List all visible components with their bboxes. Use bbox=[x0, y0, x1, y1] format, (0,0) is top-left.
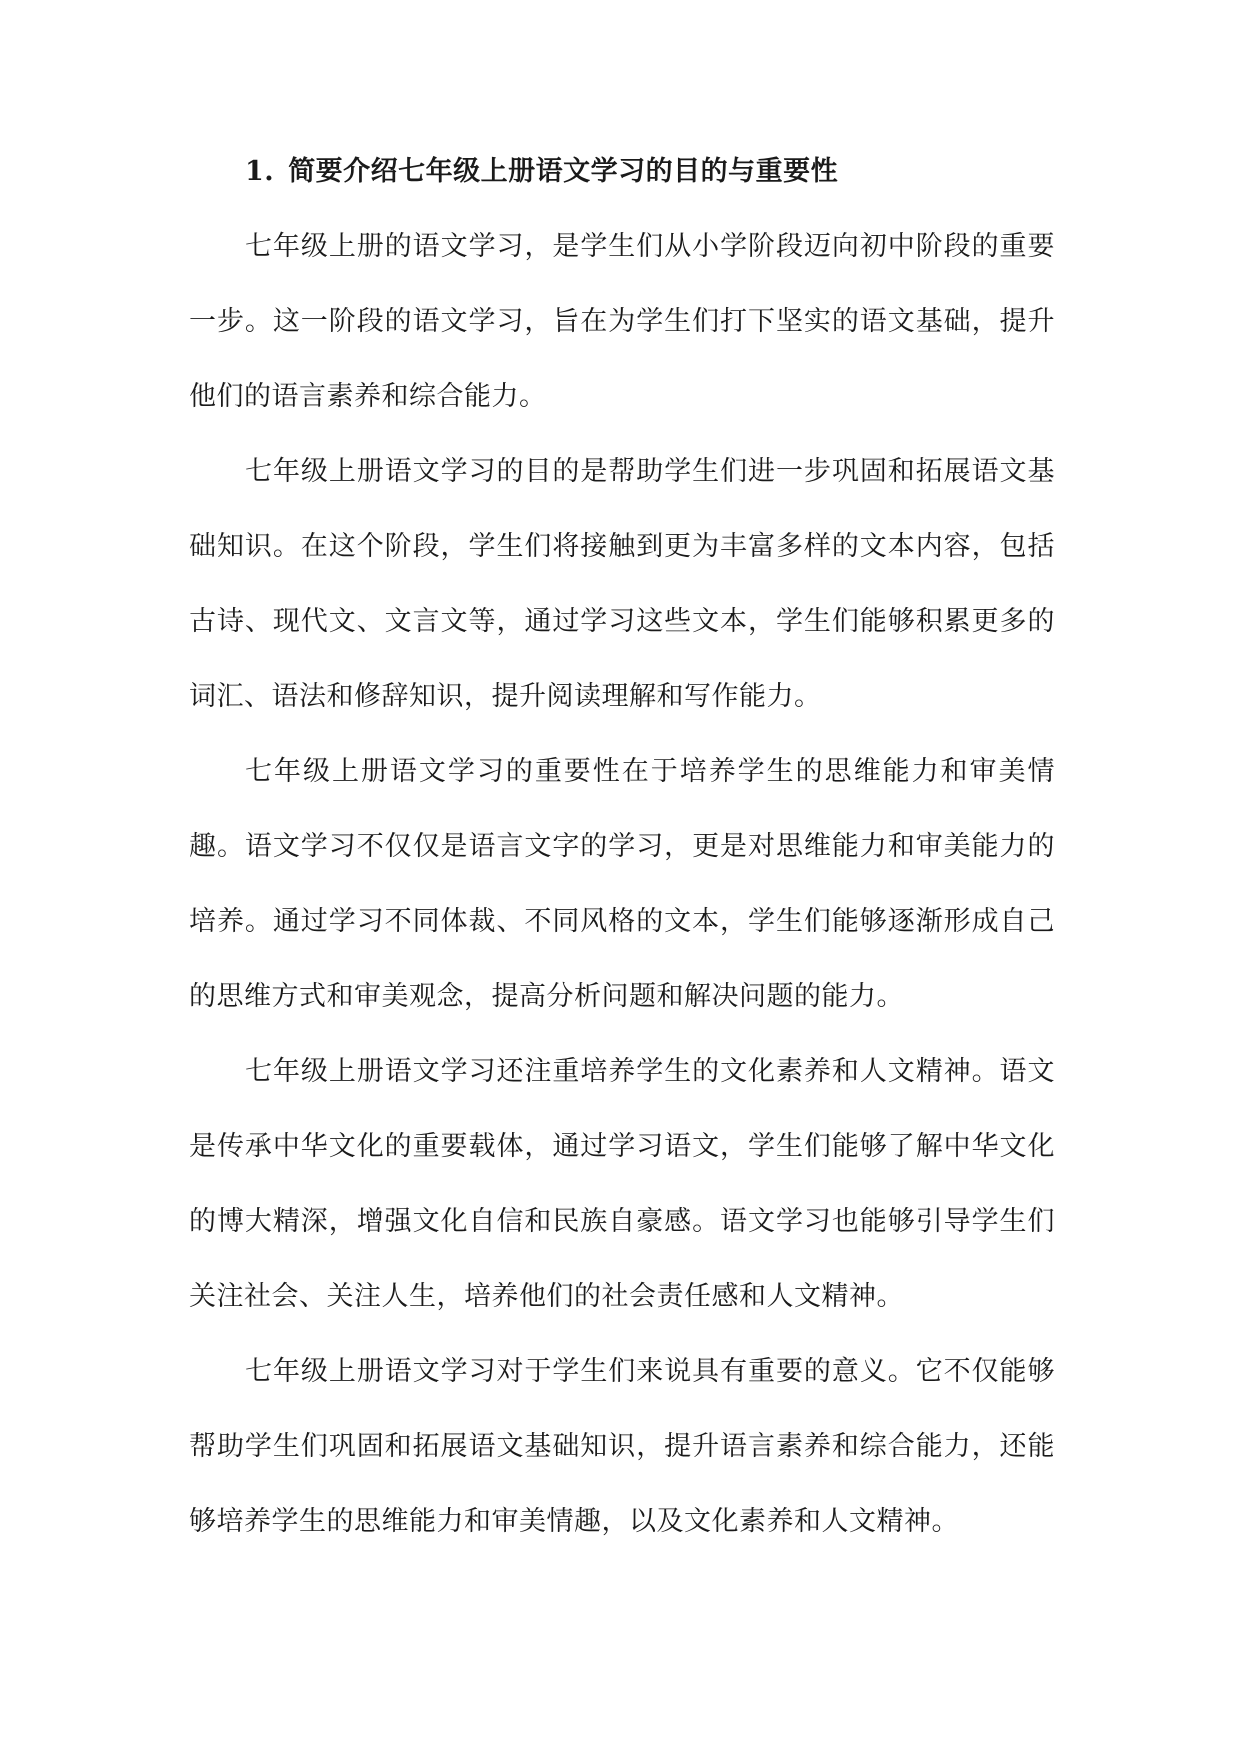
section-number: 1. bbox=[245, 156, 275, 187]
paragraph-intro: 七年级上册的语文学习，是学生们从小学阶段迈向初中阶段的重要一步。这一阶段的语文学习，旨在为学生们打下坚实的语文基础，提升他们的语言素养和综合能力。 bbox=[189, 231, 1055, 412]
paragraph-purpose: 七年级上册语文学习的目的是帮助学生们进一步巩固和拓展语文基础知识。在这个阶段，学生们将接触到更为丰富多样的文本内容，包括古诗、现代文、文言文等，通过学习这些文本，学生们能够积累更多的词汇、语法和修辞知识，提升阅读理解和写作能力。 bbox=[189, 456, 1055, 712]
document-body bbox=[189, 134, 1055, 1559]
paragraph-summary: 七年级上册语文学习对于学生们来说具有重要的意义。它不仅能够帮助学生们巩固和拓展语文基础知识，提升语言素养和综合能力，还能够培养学生的思维能力和审美情趣，以及文化素养和人文精神。 bbox=[189, 1356, 1055, 1537]
section-heading bbox=[245, 134, 1055, 209]
paragraph-importance: 七年级上册语文学习的重要性在于培养学生的思维能力和审美情趣。语文学习不仅仅是语言文字的学习，更是对思维能力和审美能力的培养。通过学习不同体裁、不同风格的文本，学生们能够逐渐形成自己的思维方式和审美观念，提高分析问题和解决问题的能力。 bbox=[189, 756, 1055, 1012]
section-title: 简要介绍七年级上册语文学习的目的与重要性 bbox=[288, 156, 839, 187]
paragraph-culture: 七年级上册语文学习还注重培养学生的文化素养和人文精神。语文是传承中华文化的重要载体，通过学习语文，学生们能够了解中华文化的博大精深，增强文化自信和民族自豪感。语文学习也能够引导学生们关注社会、关注人生，培养他们的社会责任感和人文精神。 bbox=[189, 1056, 1055, 1312]
